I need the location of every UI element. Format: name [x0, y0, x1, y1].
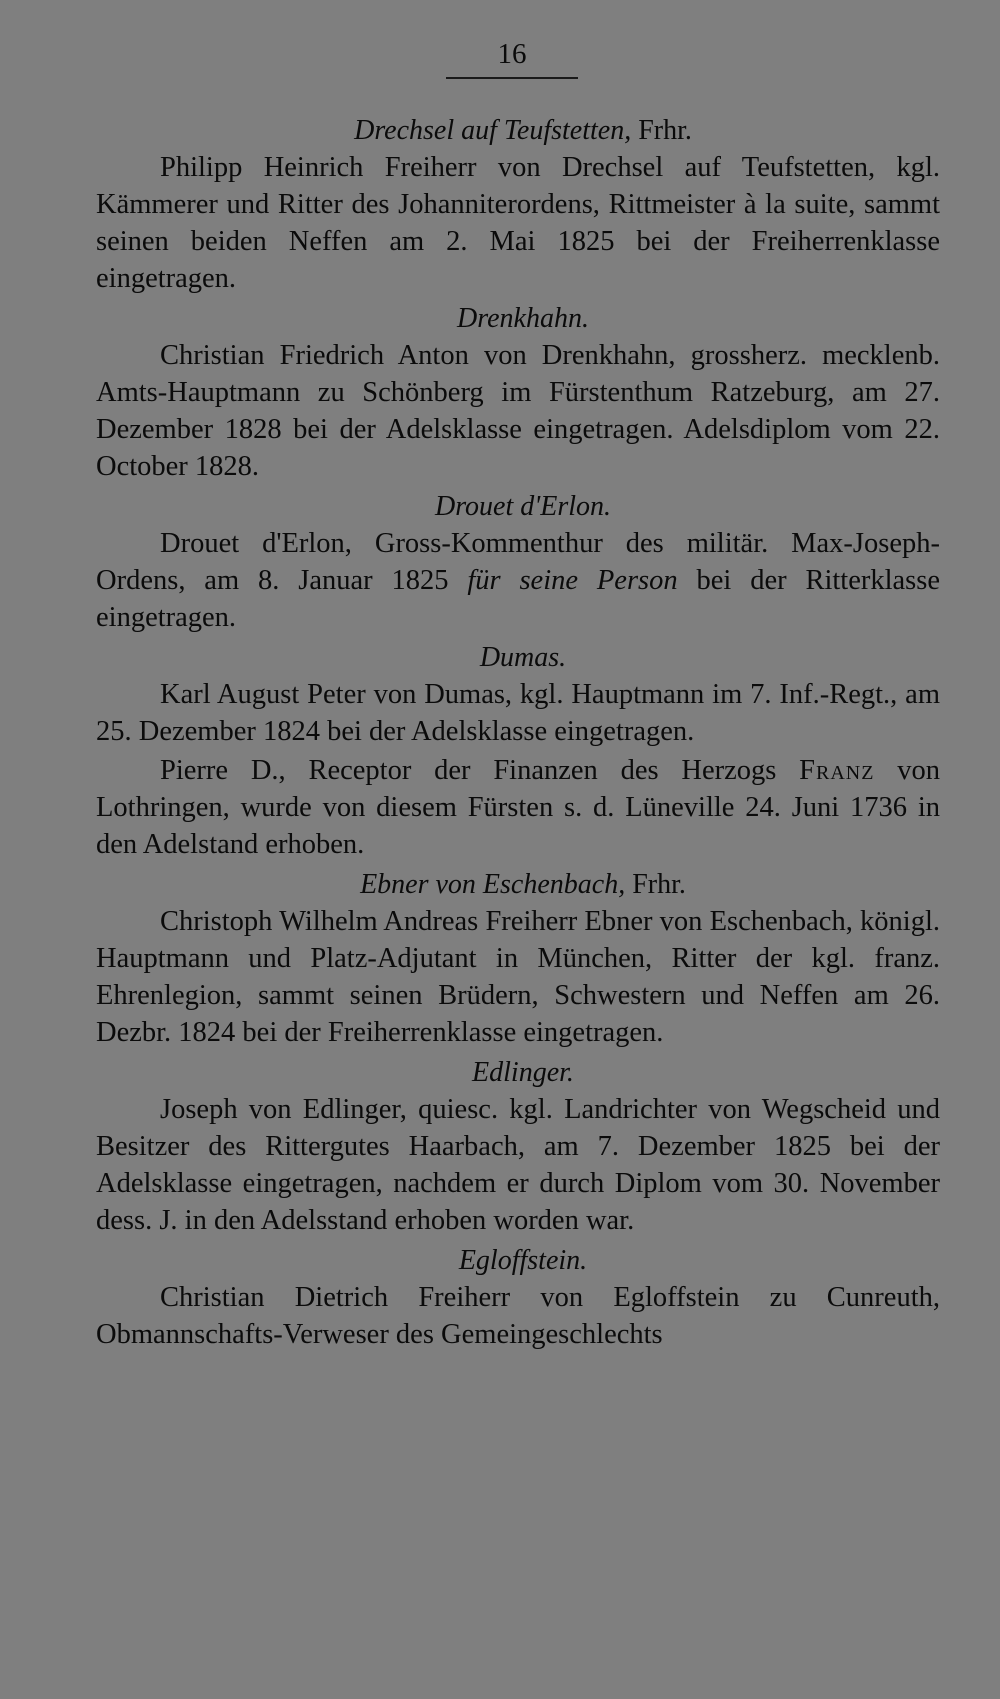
paragraph-text: von Lothringen, wurde von diesem Fürsten s. d. Lüneville 24. Juni 1736 in den Adelstand erhoben.: [96, 755, 941, 860]
paragraph-text: Christian Friedrich Anton von Drenkhahn, grossherz. mecklenb. Amts-Hauptmann zu Schönberg im Fürstenthum Ratzeburg, am 27. Dezember 1828 bei der Adelsklasse eingetragen. Adelsdiplom vom 22. October 1828.: [96, 340, 940, 482]
page-number: 16: [446, 40, 578, 79]
entry-paragraph: [96, 1091, 940, 1239]
heading-name: Dumas.: [479, 642, 567, 673]
entry-paragraph: [96, 676, 940, 750]
heading-name: Ebner von Eschenbach,: [360, 869, 626, 900]
entry-dumas: [96, 640, 940, 863]
entry-heading: [96, 867, 940, 903]
entry-paragraph: [96, 903, 940, 1051]
entry-paragraph: [96, 525, 940, 636]
entry-heading: [96, 1055, 940, 1091]
heading-name: Drechsel auf Teufstetten,: [354, 115, 632, 146]
entry-drechsel: [96, 113, 940, 297]
entry-egloffstein: [96, 1243, 940, 1353]
entry-paragraph: [96, 149, 940, 297]
entry-edlinger: [96, 1055, 940, 1239]
paragraph-italic: für seine Person: [467, 565, 678, 596]
paragraph-small-caps: Franz: [799, 755, 875, 786]
heading-name: Edlinger.: [472, 1057, 574, 1088]
paragraph-text: Christian Dietrich Freiherr von Egloffstein zu Cunreuth, Obmannschafts-Verweser des Gemeingeschlechts: [96, 1282, 940, 1350]
entry-paragraph: [96, 337, 940, 485]
heading-name: Egloffstein.: [458, 1245, 588, 1276]
paragraph-text: Karl August Peter von Dumas, kgl. Hauptmann im 7. Inf.-Regt., am 25. Dezember 1824 bei der Adelsklasse eingetragen.: [96, 679, 940, 747]
heading-name: Drenkhahn.: [457, 303, 589, 334]
paragraph-text: Philipp Heinrich Freiherr von Drechsel auf Teufstetten, kgl. Kämmerer und Ritter des Johanniterordens, Rittmeister à la suite, sammt seinen beiden Neffen am 2. Mai 1825 bei der Freiherrenklasse eingetragen.: [96, 152, 940, 294]
paragraph-text: Drouet d'Erlon, Gross-Kommenthur des militär. Max-Joseph-Ordens, am 8. Januar 1825: [96, 528, 940, 596]
heading-name: Drouet d'Erlon.: [434, 491, 612, 522]
paragraph-text: Joseph von Edlinger, quiesc. kgl. Landrichter von Wegscheid und Besitzer des Rittergutes Haarbach, am 7. Dezember 1825 bei der Adelsklasse eingetragen, nachdem er durch Diplom vom 30. November dess. J. in den Adelsstand erhoben worden war.: [96, 1094, 940, 1236]
entry-heading: [96, 640, 940, 676]
paragraph-text: bei der Ritterklasse eingetragen.: [96, 565, 940, 633]
entry-heading: [96, 301, 940, 337]
entry-heading: [96, 1243, 940, 1279]
heading-suffix: Frhr.: [631, 115, 692, 146]
paragraph-text: Pierre D., Receptor der Finanzen des Herzogs: [160, 755, 800, 786]
entry-paragraph: [96, 752, 940, 863]
entry-drouet-derlon: [96, 489, 940, 636]
entry-heading: [96, 113, 940, 149]
entry-ebner-von-eschenbach: [96, 867, 940, 1051]
heading-suffix: Frhr.: [625, 869, 686, 900]
entry-paragraph: [96, 1279, 940, 1353]
entry-drenkhahn: [96, 301, 940, 485]
book-page: [96, 40, 940, 1357]
paragraph-text: Christoph Wilhelm Andreas Freiherr Ebner von Eschenbach, königl. Hauptmann und Platz-Adjutant in München, Ritter der kgl. franz. Ehrenlegion, sammt seinen Brüdern, Schwestern und Neffen am 26. Dezbr. 1824 bei der Freiherrenklasse eingetragen.: [96, 906, 940, 1048]
entry-heading: [96, 489, 940, 525]
